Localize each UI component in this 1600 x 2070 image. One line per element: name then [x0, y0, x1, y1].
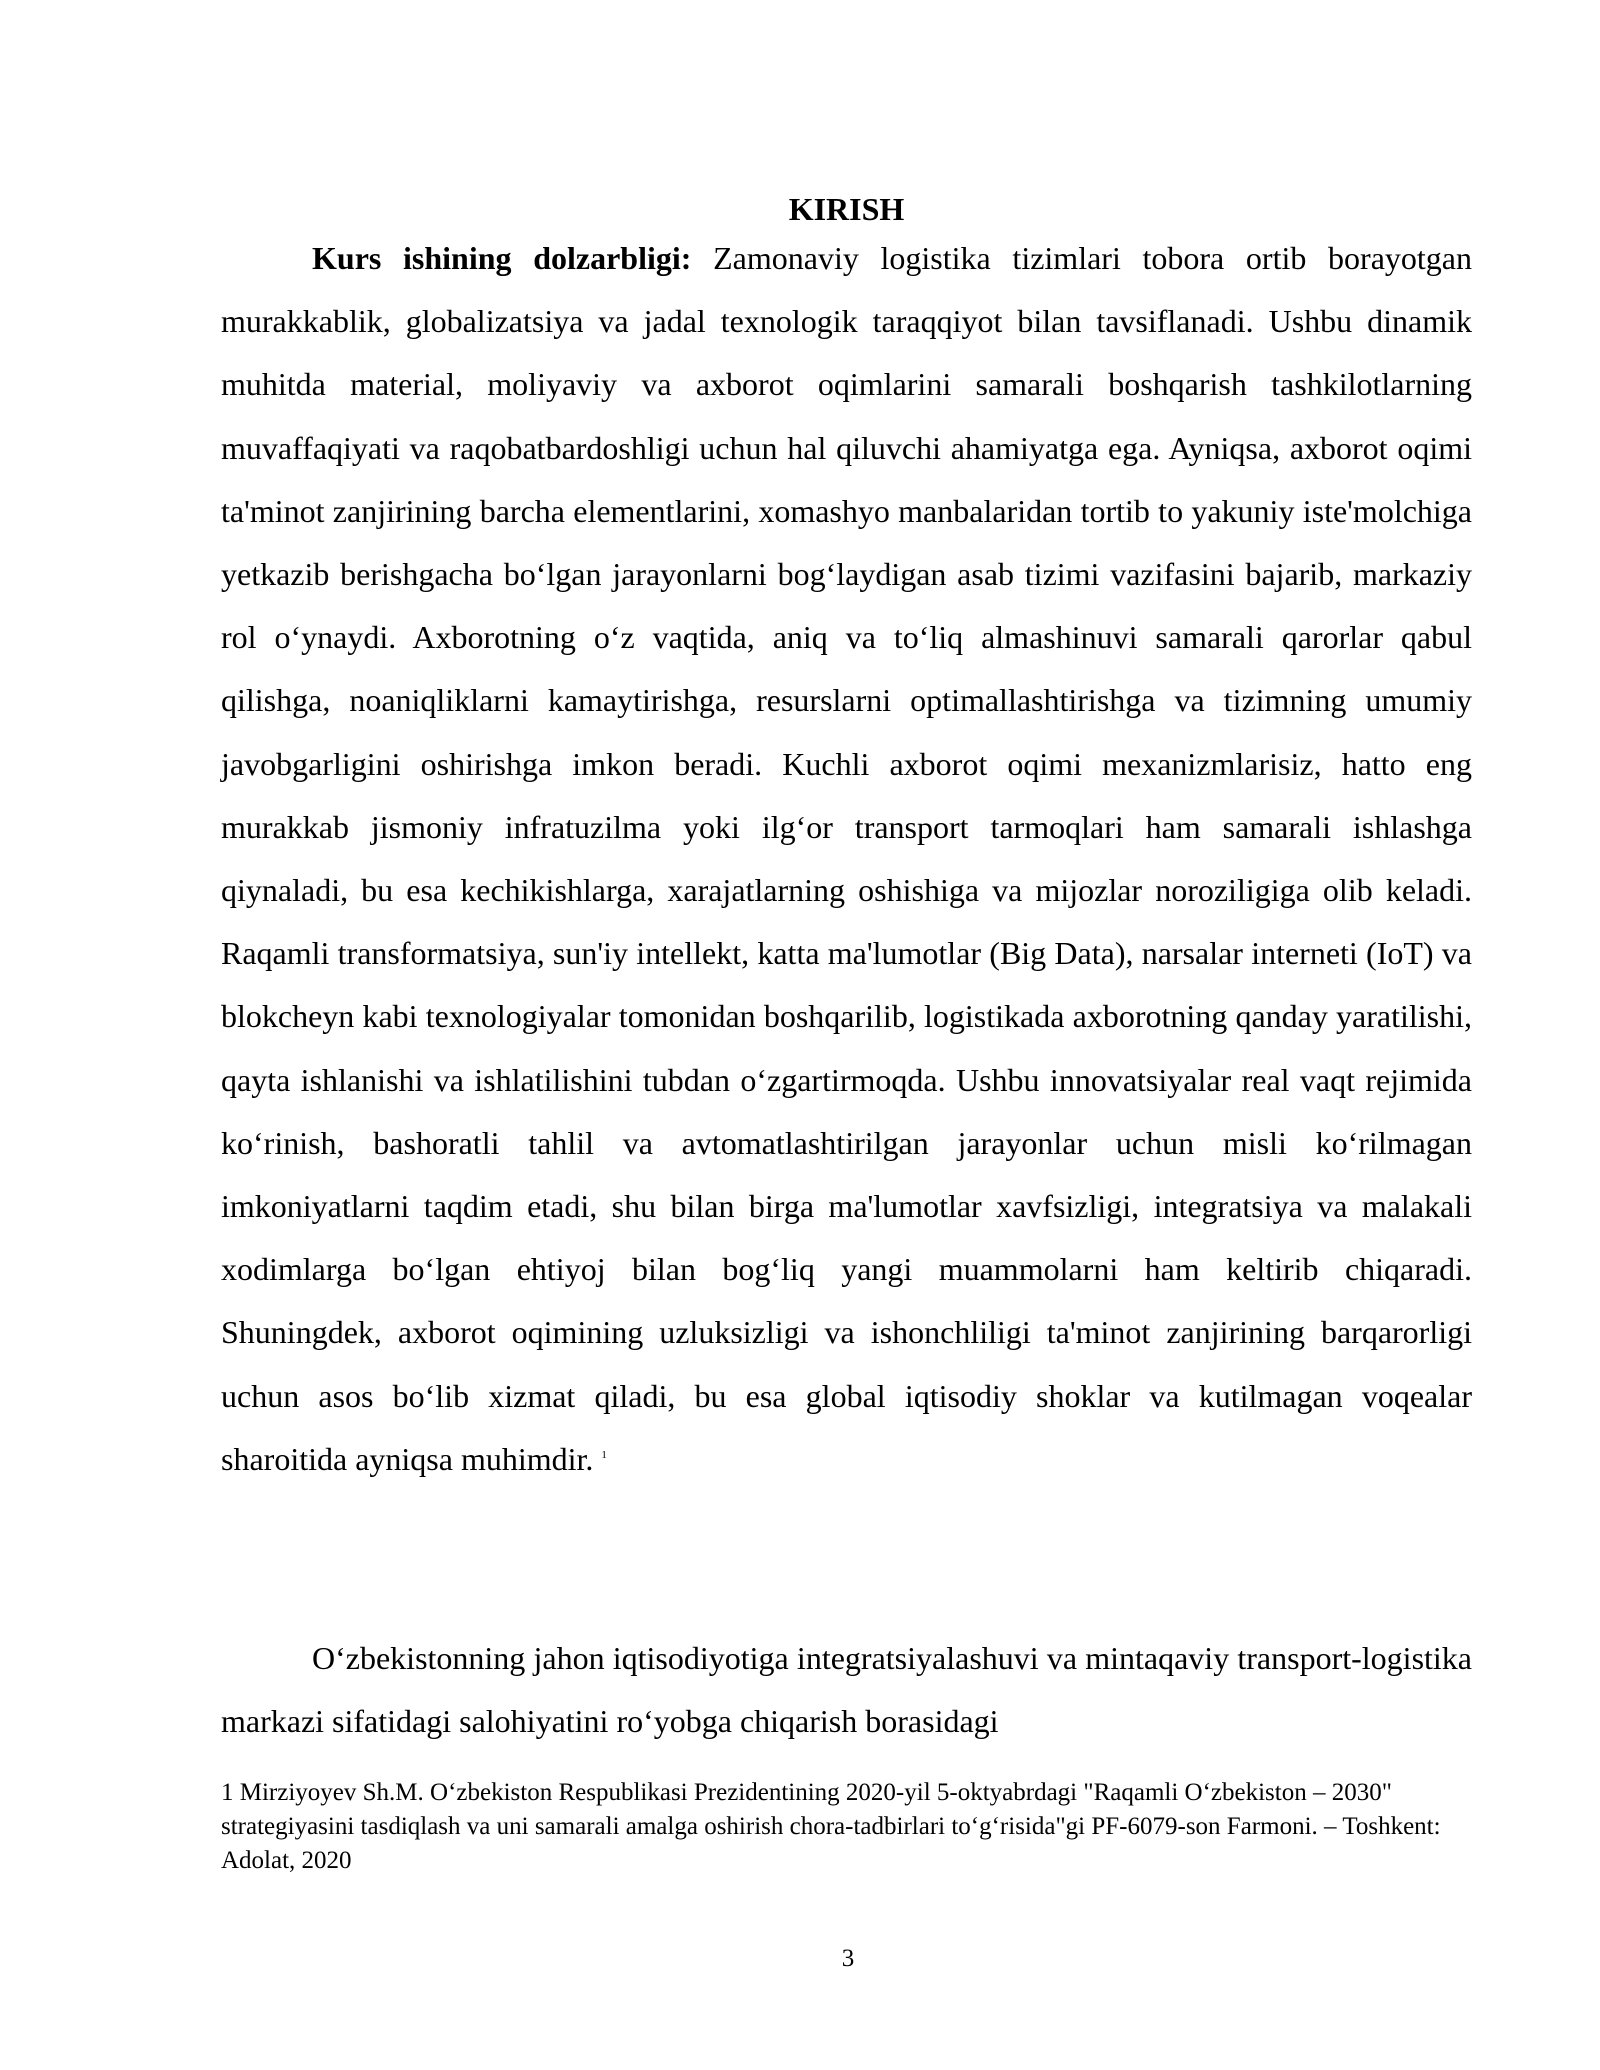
paragraph-lead-label: Kurs ishining dolzarbligi: — [312, 240, 692, 276]
body-paragraph-uzbekistan: O‘zbekistonning jahon iqtisodiyotiga integratsiyalashuvi va mintaqaviy transport-logistika markazi sifatidagi salohiyatini ro‘yobga chiqarish borasidagi — [221, 1640, 1472, 1740]
section-heading: KIRISH — [788, 191, 905, 227]
paragraph-body-text: Zamonaviy logistika tizimlari tobora ortib borayotgan murakkablik, globalizatsiya va jadal texnologik taraqqiyot bilan tavsiflanadi. Ushbu dinamik muhitda material, moliyaviy va axborot oqimlarini samarali boshqarish tashkilotlarning muvaffaqiyati va raqobatbardoshligi uchun hal qiluvchi ahamiyatga ega. Ayniqsa, axborot oqimi ta'minot zanjirining barcha elementlarini, xomashyo manbalaridan tortib to yakuniy iste'molchiga yetkazib berishgacha bo‘lgan jarayonlarni bog‘laydigan asab tizimi vazifasini bajarib, markaziy rol o‘ynaydi. Axborotning o‘z vaqtida, aniq va to‘liq almashinuvi samarali qarorlar qabul qilishga, noaniqliklarni kamaytirishga, resurslarni optimallashtirishga va tizimning umumiy javobgarligini oshirishga imkon beradi. Kuchli axborot oqimi mexanizmlarisiz, hatto eng murakkab jismoniy infratuzilma yoki ilg‘or transport tarmoqlari ham samarali ishlashga qiynaladi, bu esa kechikishlarga, xarajatlarning oshishiga va mijozlar noroziligiga olib keladi. Raqamli transformatsiya, sun'iy intellekt, katta ma'lumotlar (Big Data), narsalar interneti (IoT) va blokcheyn kabi texnologiyalar tomonidan boshqarilib, logistikada axborotning qanday yaratilishi, qayta ishlanishi va ishlatilishini tubdan o‘zgartirmoqda. Ushbu innovatsiyalar real vaqt rejimida ko‘rinish, bashoratli tahlil va avtomatlashtirilgan jarayonlar uchun misli ko‘rilmagan imkoniyatlarni taqdim etadi, shu bilan birga ma'lumotlar xavfsizligi, integratsiya va malakali xodimlarga bo‘lgan ehtiyoj bilan bog‘liq yangi muammolarni ham keltirib chiqaradi. Shuningdek, axborot oqimining uzluksizligi va ishonchliligi ta'minot zanjirining barqarorligi uchun asos bo‘lib xizmat qiladi, bu esa global iqtisodiy shoklar va kutilmagan voqealar sharoitida ayniqsa muhimdir. — [221, 240, 1473, 1477]
footnote-text: 1 Mirziyoyev Sh.M. O‘zbekiston Respublikasi Prezidentining 2020-yil 5-oktyabrdagi "Raqamli O‘zbekiston – 2030" strategiyasini tasdiqlash va uni samarali amalga oshirish chora-tadbirlari to‘g‘risida"gi PF-6079-son Farmoni. – Toshkent: Adolat, 2020 — [221, 1779, 1441, 1874]
body-paragraph-relevance — [221, 227, 1472, 1491]
page-number: 3 — [841, 1945, 855, 1972]
footnote-reference[interactable]: 1 — [601, 1449, 607, 1462]
